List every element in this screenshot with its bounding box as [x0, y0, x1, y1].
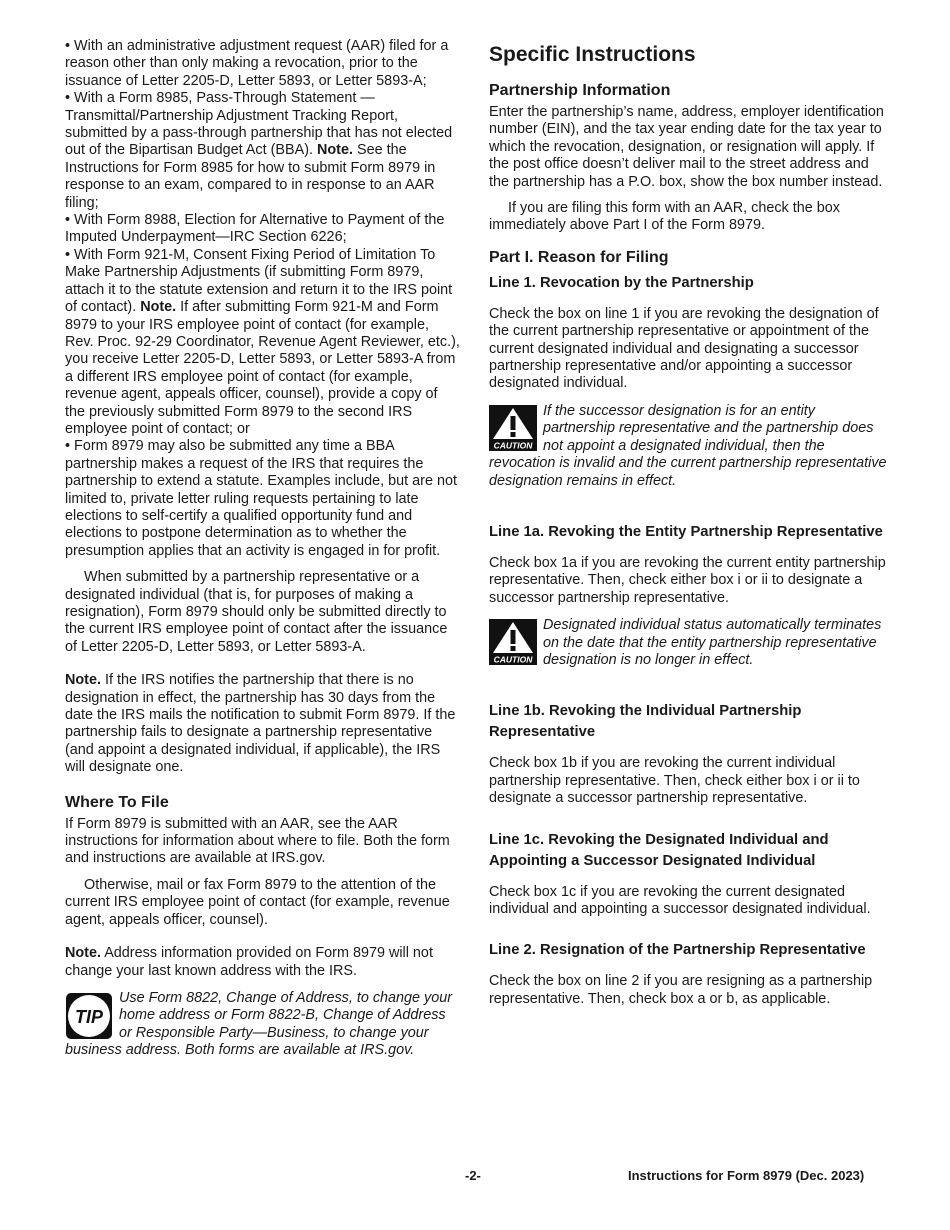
note-text: See the Instructions for Form 8985 for how to submit Form 8979 in response to an exam, compared to in response to an AAR filing; — [65, 142, 436, 211]
note-label: Note. — [316, 142, 353, 159]
note-label: Note. — [140, 299, 177, 316]
caution-1-text: If the successor designation is for an entity partnership representative and the partnership does not appoint a designated individual, then the revocation is invalid and the current partnership representative designation remains in effect. — [489, 402, 887, 489]
line-1c-heading: Line 1c. Revoking the Designated Individual and Appointing a Successor Designated Individual — [489, 831, 829, 869]
bullet-form-921m — [65, 247, 460, 438]
partnership-info-paragraph-1: Enter the partnership’s name, address, employer identification number (EIN), and the tax year ending date for the tax year to which the revocation, designation, or resignation will apply. If the post office doesn’t deliver mail to the street address and the partnership has a P.O. box, show the box number instead. — [489, 104, 884, 190]
caution-icon — [489, 619, 537, 665]
line-1-heading: Line 1. Revocation by the Partnership — [489, 274, 754, 291]
where-to-file-heading: Where To File — [65, 793, 169, 811]
caution-callout-1 — [489, 403, 889, 490]
page-title: Specific Instructions — [489, 43, 696, 66]
where-to-file-paragraph-2: Otherwise, mail or fax Form 8979 to the attention of the current IRS employee point of contact (for example, revenue agent, appeals officer, counsel). — [65, 876, 450, 928]
where-to-file-paragraph-1: If Form 8979 is submitted with an AAR, see the AAR instructions for information about where to file. Both the form and instructions are available at IRS.gov. — [65, 815, 450, 867]
note-text: If the IRS notifies the partnership that there is no designation in effect, the partnership has 30 days from the date the IRS mails the notification to submit Form 8979. If the partnership fails to designate a partnership representative (and appoint a designated individual, if applicable), the IRS will designate one. — [65, 672, 456, 776]
resignation-paragraph: When submitted by a partnership representative or a designated individual (that is, for purposes of making a resignation), Form 8979 should only be submitted directly to the current IRS employee point of contact after the issuance of Letter 2205-D, Letter 5893, or Letter 5893-A. — [65, 569, 448, 655]
tip-callout — [65, 990, 460, 1060]
caution-2-text: Designated individual status automatically terminates on the date that the entity partnership representative designation is no longer in effect. — [543, 617, 882, 668]
bullet-form-8985 — [65, 90, 460, 212]
line-1b-text: Check box 1b if you are revoking the current individual partnership representative. Then, check either box i or ii to designate a successor partnership representative. — [489, 755, 860, 807]
line-2-text: Check the box on line 2 if you are resigning as a partnership representative. Then, check box a or b, as applicable. — [489, 973, 873, 1007]
tip-text: Use Form 8822, Change of Address, to change your home address or Form 8822-B, Change of Address or Responsible Party—Business, to change your business address. Both forms are available at IRS.gov. — [65, 989, 453, 1059]
bullet-form-8988: • With Form 8988, Election for Alternative to Payment of the Imputed Underpayment—IRC Section 6226; — [65, 212, 445, 246]
partnership-info-paragraph-2: If you are filing this form with an AAR, check the box immediately above Part I of the Form 8979. — [489, 200, 840, 234]
line-1c-text: Check box 1c if you are revoking the current designated individual and appointing a successor designated individual. — [489, 883, 871, 917]
caution-label: CAUTION — [493, 654, 533, 665]
footer-form-title: Instructions for Form 8979 (Dec. 2023) — [628, 1168, 865, 1183]
caution-callout-2 — [489, 617, 889, 669]
part-1-heading: Part I. Reason for Filing — [489, 248, 669, 266]
line-1-text: Check the box on line 1 if you are revoking the designation of the current partnership representative or appointment of the current designated individual and designating a successor partnership representative and/or appointing a successor designated individual. — [489, 305, 879, 392]
left-column — [65, 38, 460, 1060]
bullet-form-921m-text: • With Form 921-M, Consent Fixing Period of Limitation To Make Partnership Adjustments (if submitting Form 8979, attach it to the statute extension and return it to the IRS point of contact). — [65, 246, 453, 316]
line-2-heading: Line 2. Resignation of the Partnership Representative — [489, 942, 866, 959]
note-text: Address information provided on Form 8979 will not change your last known address with the IRS. — [65, 945, 433, 979]
right-column — [489, 38, 889, 1008]
line-1a-heading: Line 1a. Revoking the Entity Partnership Representative — [489, 523, 883, 540]
bullet-form-8985-text: • With a Form 8985, Pass-Through Statement — Transmittal/Partnership Adjustment Tracking Report, submitted by a pass-through partnership that has not elected out of the Bipartisan Budget Act (BBA). — [65, 90, 453, 159]
note-address — [65, 945, 460, 980]
caution-icon — [489, 405, 537, 451]
bullet-statute-extension: • Form 8979 may also be submitted any time a BBA partnership makes a request of the IRS that requires the partnership to extend a statute. Examples include, but are not limited to, private letter ruling requests pertaining to late elections to self-certify a qualified opportunity fund and elections to postpone determination as to whether the presumption applies that an activity is engaged in for profit. — [65, 438, 457, 559]
note-no-designation — [65, 672, 460, 776]
caution-label: CAUTION — [493, 440, 533, 451]
line-1a-text: Check box 1a if you are revoking the current entity partnership representative. Then, check either box i or ii to designate a successor partnership representative. — [489, 554, 886, 606]
note-label: Note. — [65, 672, 101, 689]
note-text: If after submitting Form 921-M and Form 8979 to your IRS employee point of contact (for example, Rev. Proc. 92-29 Coordinator, Revenue Agent Reviewer, etc.), you receive Letter 2205-D, Letter 5893, or Letter 5893-A from a different IRS employee point of contact (for example, revenue agent, appeals officer, counsel), provide a copy of the previously submitted Form 8979 to the second IRS employee point of contact; or — [65, 299, 460, 437]
partnership-info-heading: Partnership Information — [489, 82, 671, 99]
page-number: -2- — [465, 1168, 481, 1183]
bullet-aar: • With an administrative adjustment request (AAR) filed for a reason other than only making a revocation, prior to the issuance of Letter 2205-D, Letter 5893, or Letter 5893-A; — [65, 38, 449, 89]
tip-label: TIP — [74, 1006, 104, 1027]
tip-icon — [65, 992, 113, 1040]
line-1b-heading: Line 1b. Revoking the Individual Partnership Representative — [489, 703, 802, 741]
note-label: Note. — [65, 945, 101, 962]
